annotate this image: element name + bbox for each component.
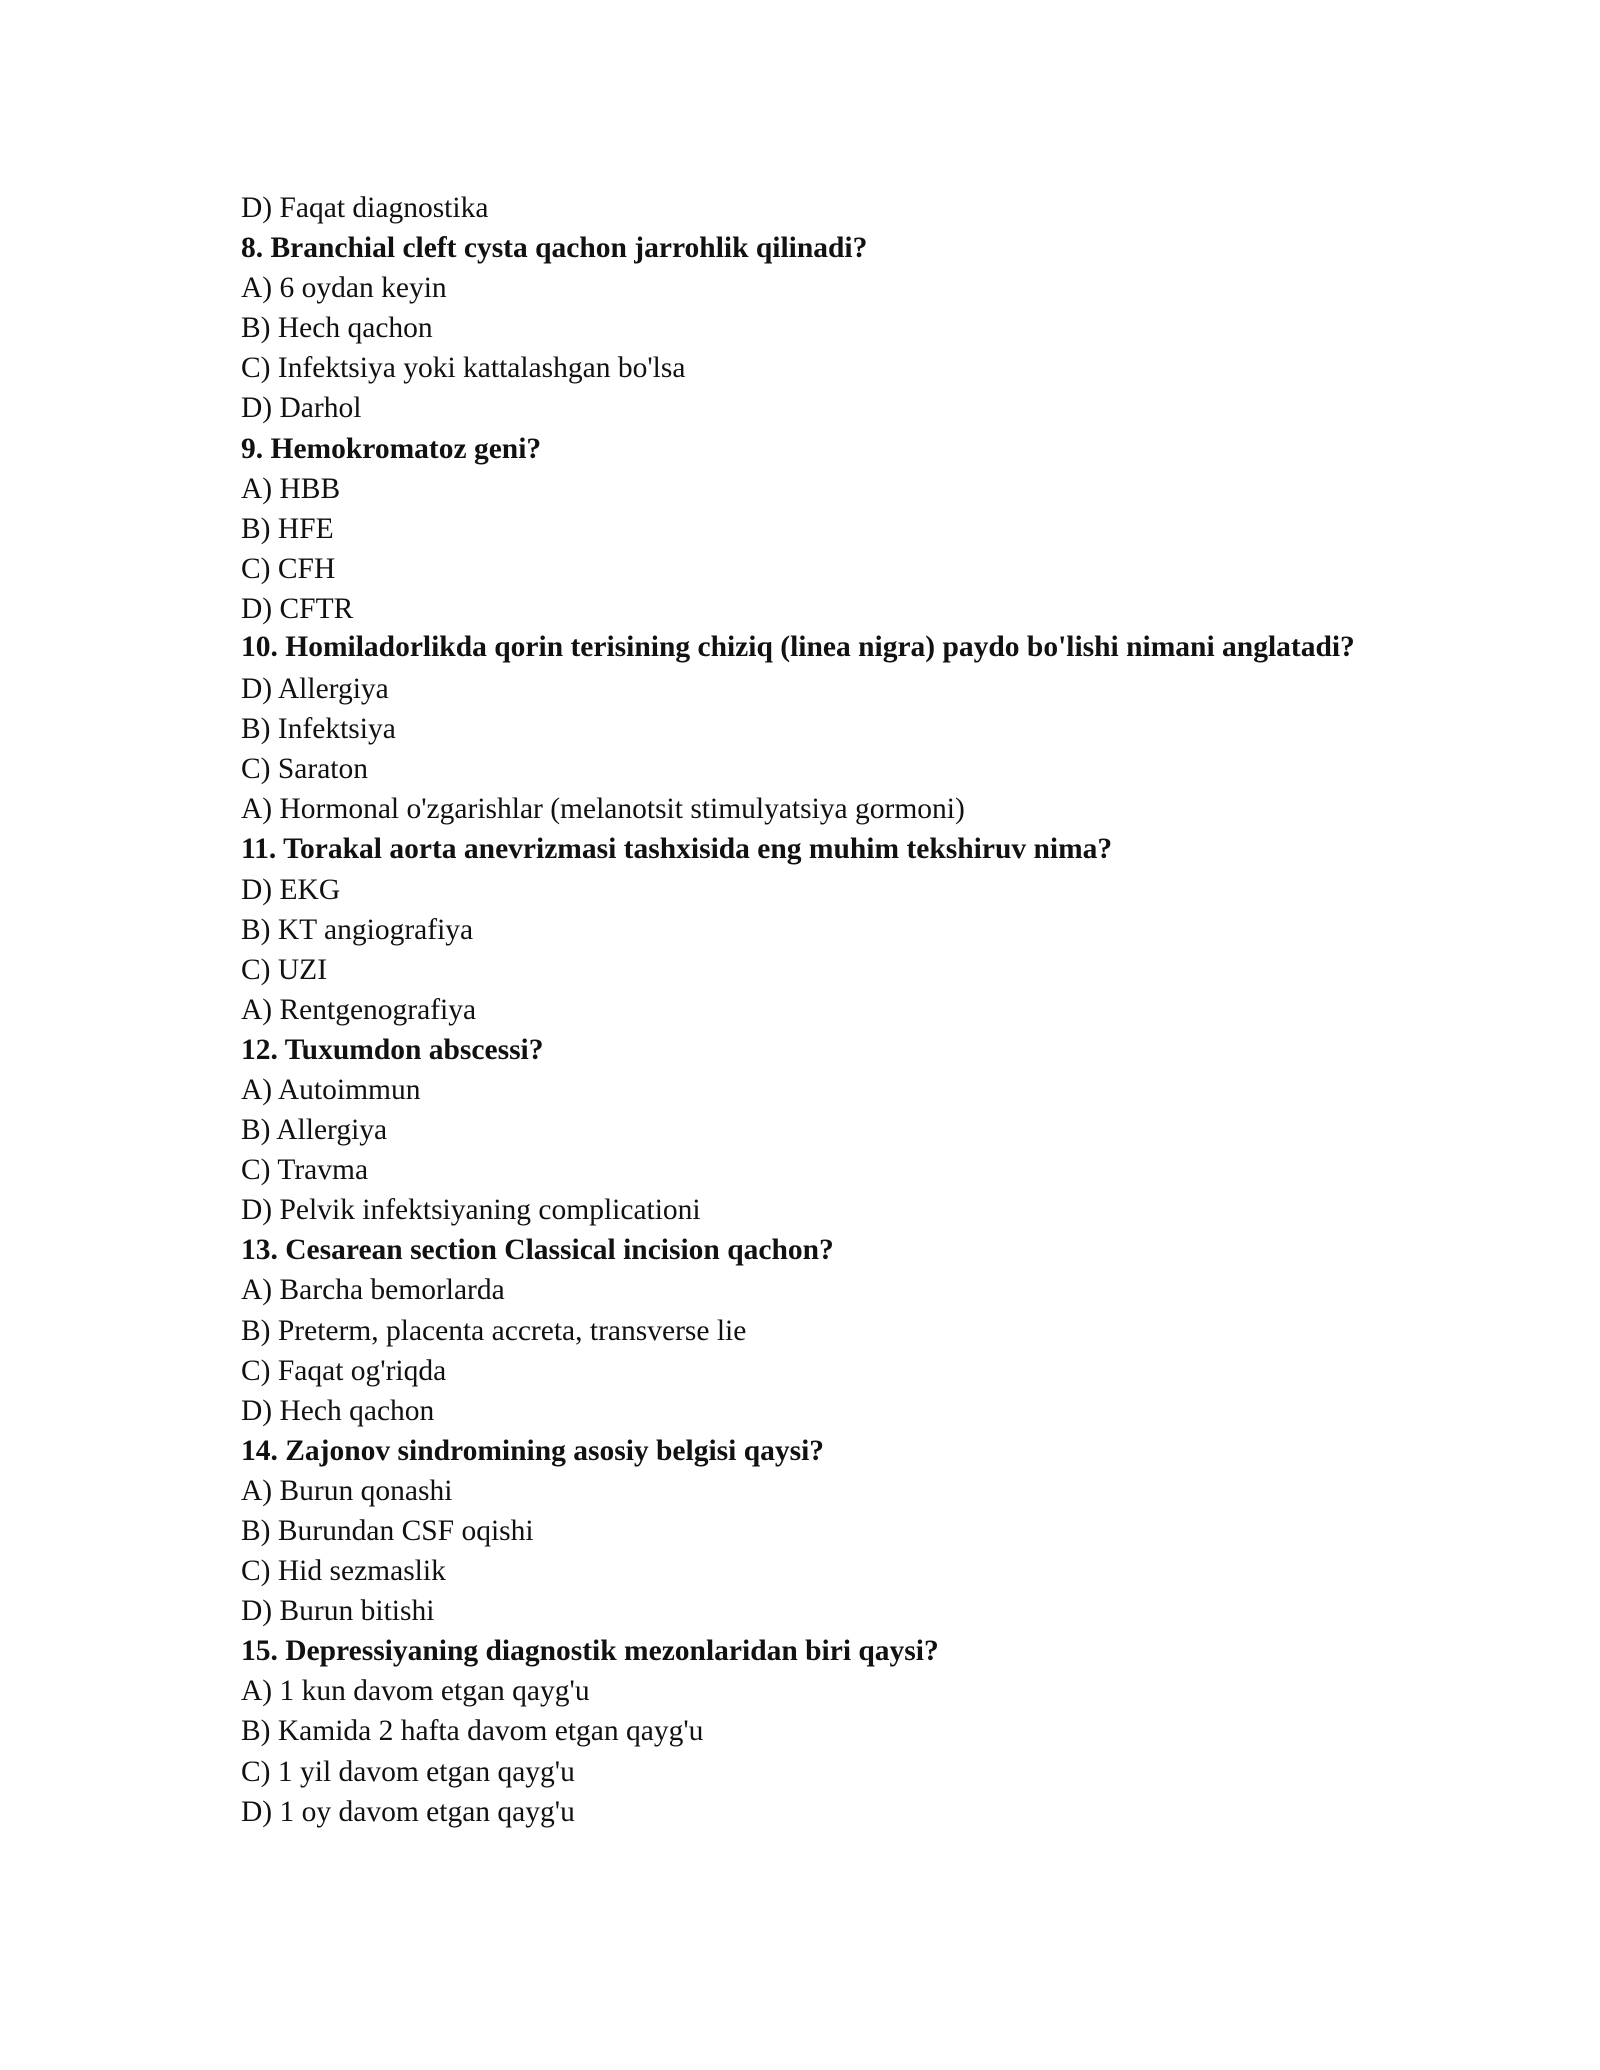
question-text: 8. Branchial cleft cysta qachon jarrohlik qilinadi?: [241, 232, 868, 265]
answer-option: C) Hid sezmaslik: [241, 1555, 446, 1588]
answer-option: A) 1 kun davom etgan qayg'u: [241, 1675, 590, 1708]
answer-option: D) 1 oy davom etgan qayg'u: [241, 1795, 575, 1828]
question-text: 15. Depressiyaning diagnostik mezonlaridan biri qaysi?: [241, 1635, 939, 1668]
answer-option: B) Allergiya: [241, 1114, 388, 1147]
question-text: 11. Torakal aorta anevrizmasi tashxisida eng muhim tekshiruv nima?: [241, 833, 1113, 866]
answer-option: A) Hormonal o'zgarishlar (melanotsit stimulyatsiya gormoni): [241, 793, 965, 826]
answer-option: D) Hech qachon: [241, 1394, 435, 1427]
answer-option: A) 6 oydan keyin: [241, 272, 447, 305]
answer-option: C) UZI: [241, 953, 328, 986]
answer-option: A) Rentgenografiya: [241, 993, 477, 1026]
question-text: 9. Hemokromatoz geni?: [241, 432, 542, 465]
question-text: 10. Homiladorlikda qorin terisining chiziq (linea nigra) paydo bo'lishi nimani anglatadi?: [241, 631, 1355, 664]
answer-option: D) CFTR: [241, 592, 354, 625]
answer-option: D) EKG: [241, 873, 341, 906]
answer-option: C) CFH: [241, 552, 336, 585]
answer-option: B) Hech qachon: [241, 312, 433, 345]
answer-option: A) Burun qonashi: [241, 1474, 453, 1507]
question-text: 14. Zajonov sindromining asosiy belgisi qaysi?: [241, 1434, 825, 1467]
question-text: 13. Cesarean section Classical incision qachon?: [241, 1234, 834, 1267]
answer-option: B) HFE: [241, 512, 334, 545]
answer-option: C) Faqat og'riqda: [241, 1354, 447, 1387]
answer-option: A) HBB: [241, 472, 341, 505]
answer-option: B) Infektsiya: [241, 713, 396, 746]
answer-option: B) Kamida 2 hafta davom etgan qayg'u: [241, 1715, 704, 1748]
answer-option: D) Faqat diagnostika: [241, 192, 489, 224]
question-text: 12. Tuxumdon abscessi?: [241, 1033, 544, 1066]
answer-option: C) 1 yil davom etgan qayg'u: [241, 1755, 575, 1788]
answer-option: B) KT angiografiya: [241, 913, 474, 946]
answer-option: A) Barcha bemorlarda: [241, 1274, 505, 1307]
answer-option: C) Saraton: [241, 753, 368, 786]
answer-option: C) Infektsiya yoki kattalashgan bo'lsa: [241, 352, 686, 385]
answer-option: A) Autoimmun: [241, 1073, 421, 1106]
answer-option: B) Burundan CSF oqishi: [241, 1515, 534, 1547]
answer-option: B) Preterm, placenta accreta, transverse lie: [241, 1314, 747, 1347]
answer-option: D) Pelvik infektsiyaning complicationi: [241, 1194, 701, 1227]
answer-option: D) Allergiya: [241, 673, 389, 706]
answer-option: D) Burun bitishi: [241, 1595, 435, 1628]
answer-option: C) Travma: [241, 1154, 369, 1187]
document-page: [241, 188, 1361, 1832]
answer-option: D) Darhol: [241, 392, 362, 425]
